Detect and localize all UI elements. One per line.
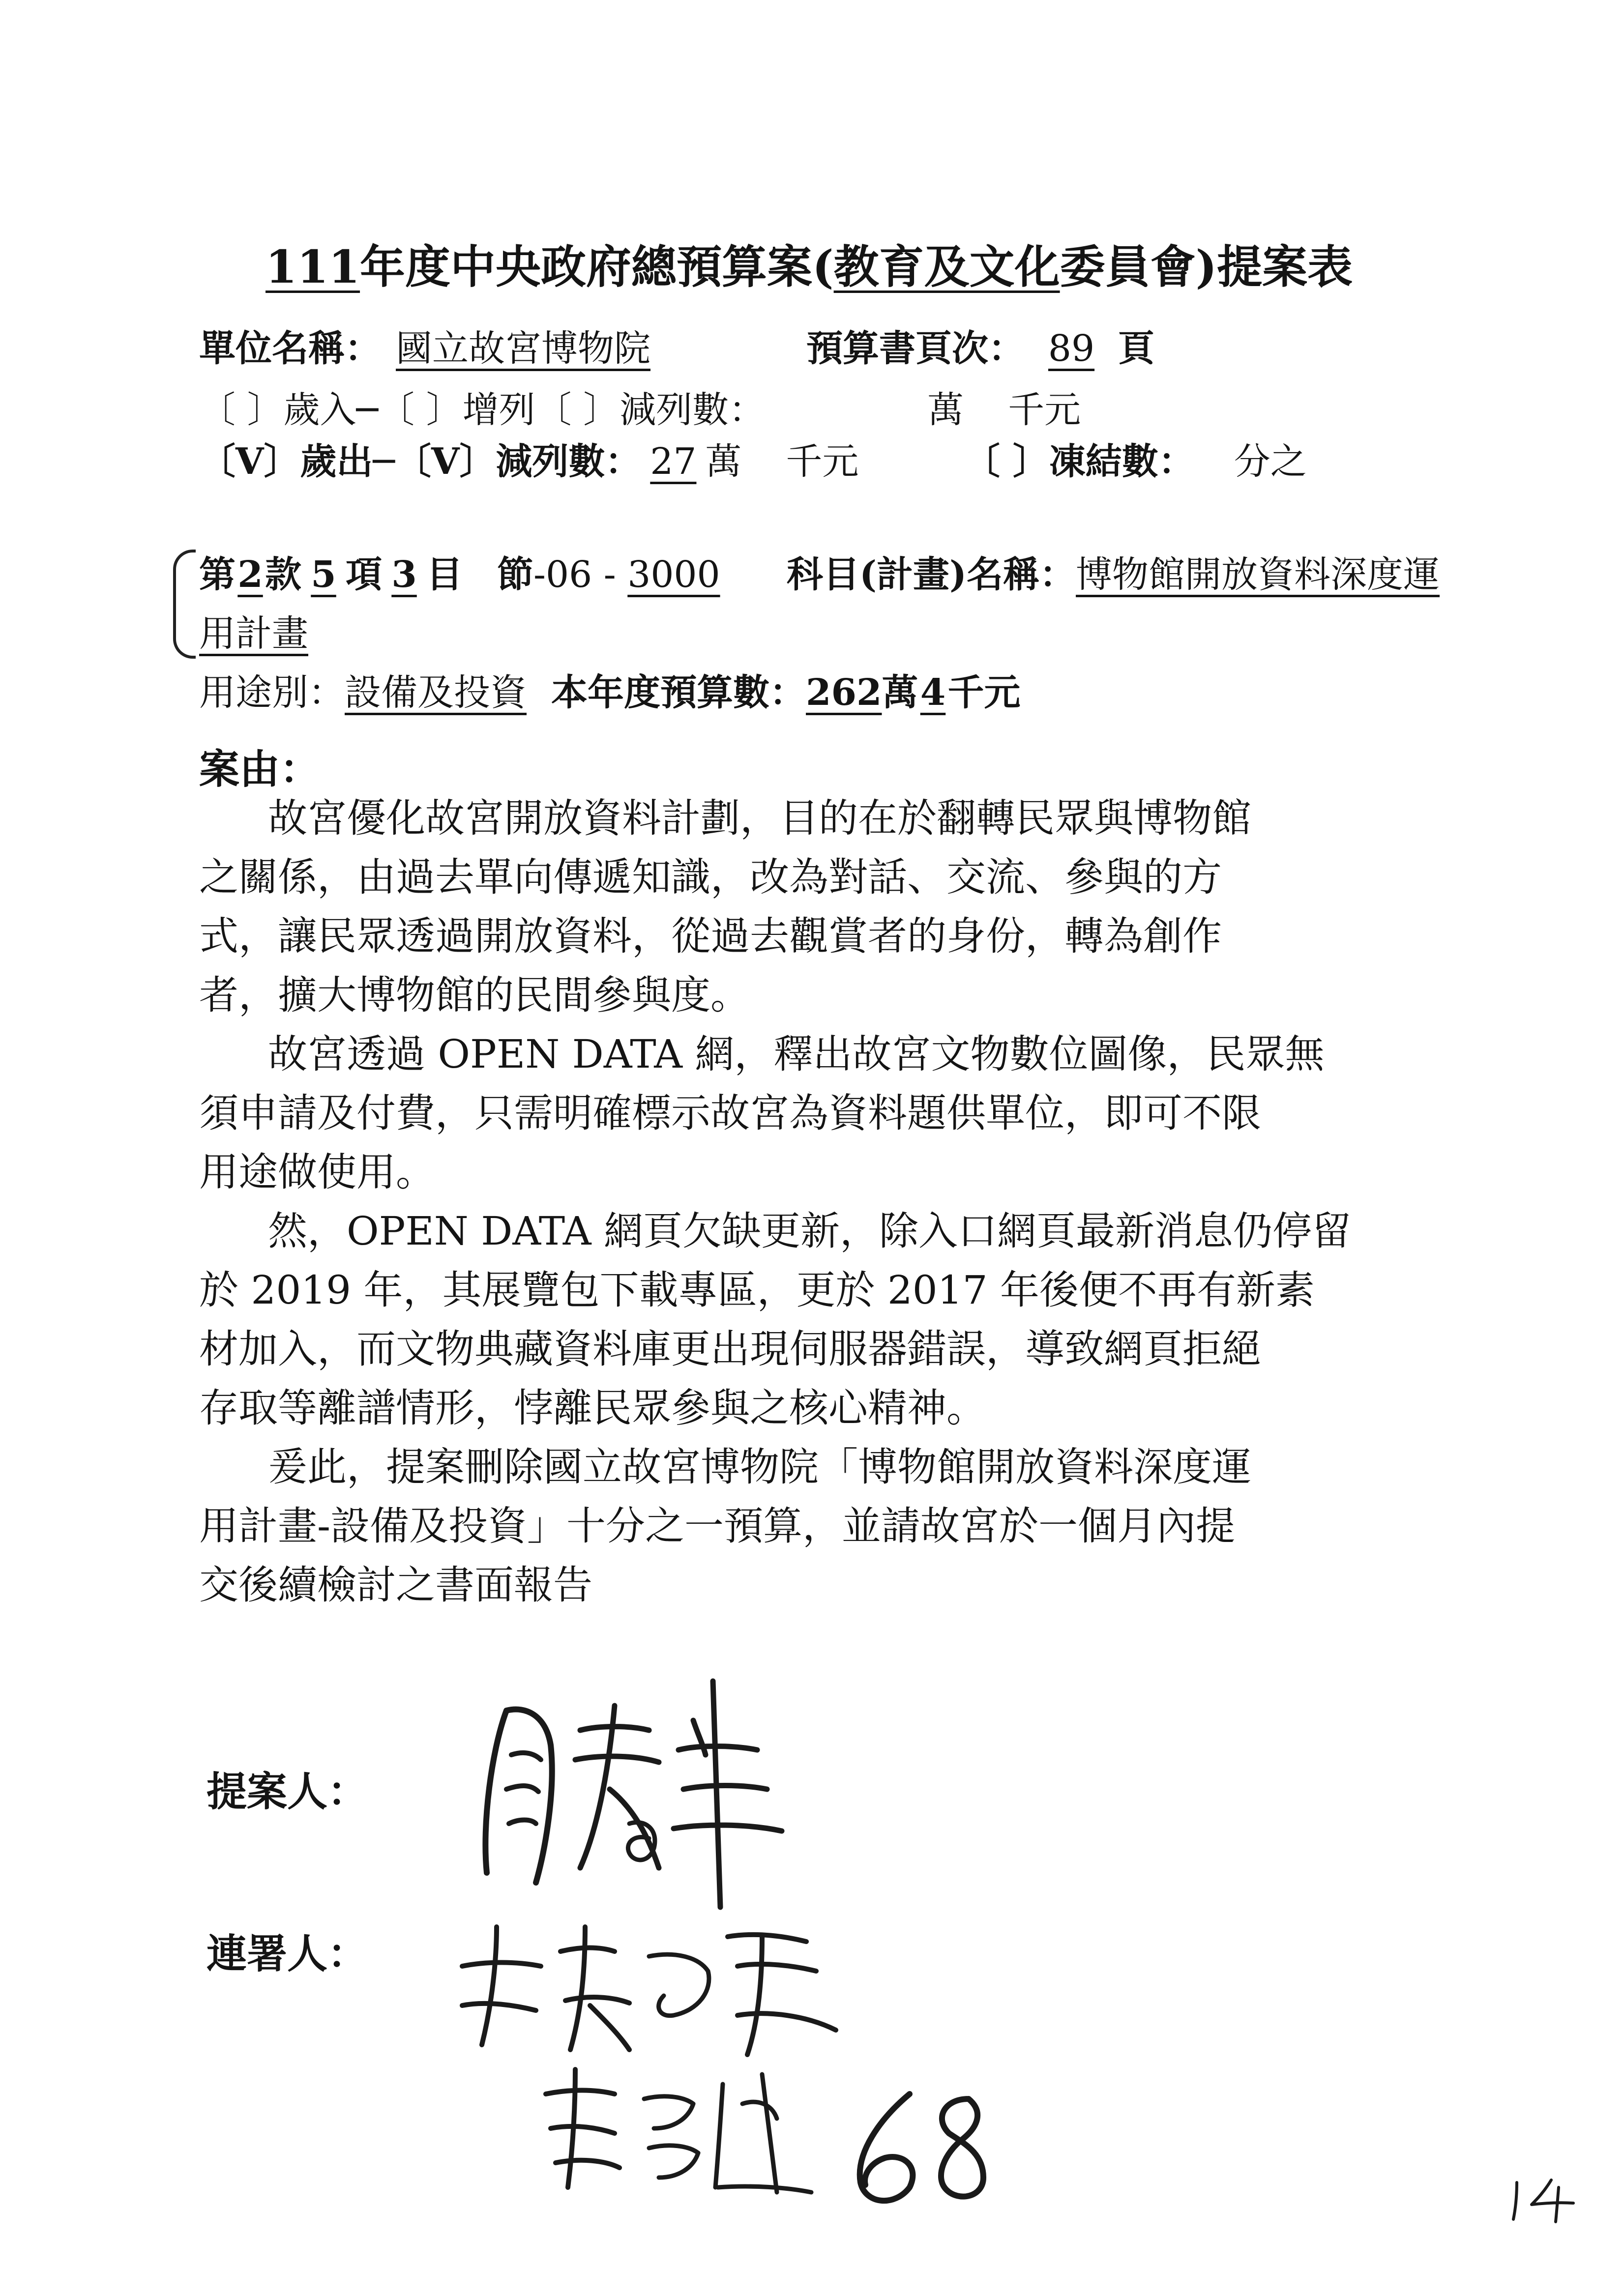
cosigner-label: 連署人： [207, 1930, 368, 1977]
freeze-fen: 分之 [1234, 440, 1307, 483]
para1-line4: 者，擴大博物館的民間參與度。 [199, 972, 750, 1018]
subject-name-line1: 博物館開放資料深度運 [1076, 553, 1440, 596]
title-year: 111 [266, 240, 360, 293]
expense-prefix: 〔V〕歲出─〔V〕減列數： [199, 440, 642, 483]
page-unit: 頁 [1118, 327, 1154, 370]
para4-line3: 交後續檢討之書面報告 [199, 1562, 592, 1608]
unit-label: 單位名稱： [199, 327, 381, 370]
stamp-number-68 [836, 2079, 1013, 2217]
income-wan: 萬 [927, 389, 964, 431]
para2-line3: 用途做使用。 [199, 1149, 435, 1195]
usage-row [199, 664, 1020, 716]
kuan-value: 2 [237, 553, 263, 596]
expense-amount: 27 [650, 440, 697, 483]
page-number-14 [1505, 2173, 1583, 2227]
title-committee: 教育及文化 [833, 240, 1060, 293]
xiang-value: 5 [311, 553, 336, 596]
expense-qian: 千元 [786, 440, 859, 483]
usage-value: 設備及投資 [345, 671, 527, 714]
subject-bracket [173, 550, 196, 659]
freeze-row [964, 433, 1361, 485]
unit-value: 國立故宮博物院 [396, 327, 650, 370]
mu-value: 3 [391, 553, 417, 596]
kuan-label: 第 [199, 553, 236, 596]
budget-wan-unit: 萬 [882, 671, 918, 714]
para1-line1: 故宮優化故宮開放資料計劃，目的在於翻轉民眾與博物館 [268, 795, 1251, 841]
income-row [199, 381, 1081, 433]
para4-line2: 用計畫-設備及投資」十分之一預算，並請故宮於一個月內提 [199, 1503, 1236, 1549]
para3-line2: 於 2019 年，其展覽包下載專區，更於 2017 年後便不再有新素 [199, 1267, 1315, 1313]
budget-qian: 4 [920, 671, 946, 714]
page-row [806, 320, 1154, 372]
subject-row: 第2款 5 項 3 目 節-06 - 3000 [199, 553, 720, 596]
jie-unit: 節 [497, 553, 533, 596]
unit-row [199, 320, 769, 372]
expense-row [199, 433, 858, 485]
subject-name-row [787, 546, 1440, 598]
para1-line3: 式，讓民眾透過開放資料，從過去觀賞者的身份，轉為創作 [199, 913, 1222, 959]
income-text: 〔 〕歲入─〔 〕增列〔 〕減列數： [199, 389, 766, 431]
subject-name-line2-row [199, 605, 308, 657]
para3-line4: 存取等離譜情形，悖離民眾參與之核心精神。 [199, 1385, 986, 1431]
code-two: 3000 [627, 553, 720, 596]
expense-wan: 萬 [705, 440, 742, 483]
cosigner-signature-1 [443, 1907, 865, 2064]
page-value: 89 [1048, 327, 1095, 370]
document-title [266, 231, 1353, 296]
para3-line1: 然，OPEN DATA 網頁欠缺更新，除入口網頁最新消息仍停留 [268, 1208, 1351, 1254]
para1-line2: 之關係，由過去單向傳遞知識，改為對話、交流、參與的方 [199, 854, 1222, 900]
para2-line2: 須申請及付費，只需明確標示故宮為資料題供單位，即可不限 [199, 1090, 1261, 1136]
mu-unit: 目 [426, 553, 463, 596]
para4-line1: 爰此，提案刪除國立故宮博物院「博物館開放資料深度運 [268, 1444, 1251, 1490]
subject-name-label: 科目(計畫)名稱： [787, 553, 1076, 596]
subject-name-line2: 用計畫 [199, 612, 308, 655]
income-qian: 千元 [1008, 389, 1081, 431]
kuan-unit: 款 [265, 553, 301, 596]
budget-wan: 262 [806, 671, 882, 714]
budget-label: 本年度預算數： [551, 671, 806, 714]
proposer-label: 提案人： [207, 1768, 368, 1815]
proposer-signature [452, 1661, 836, 1917]
title-post: 委員會)提案表 [1060, 240, 1353, 293]
freeze-label: 〔 〕凍結數： [964, 440, 1195, 483]
xiang-unit: 項 [346, 553, 382, 596]
page-label: 預算書頁次： [806, 327, 1025, 370]
usage-label: 用途別： [199, 671, 345, 714]
code-one: 06 [546, 553, 592, 596]
para3-line3: 材加入，而文物典藏資料庫更出現伺服器錯誤，導致網頁拒絕 [199, 1326, 1261, 1372]
reason-heading: 案由： [199, 746, 321, 793]
budget-qian-unit: 千元 [947, 671, 1021, 714]
cosigner-signature-2 [531, 2055, 826, 2202]
title-pre: 年度中央政府總預算案( [360, 240, 834, 293]
para2-line1: 故宮透過 OPEN DATA 網，釋出故宮文物數位圖像，民眾無 [268, 1031, 1325, 1077]
